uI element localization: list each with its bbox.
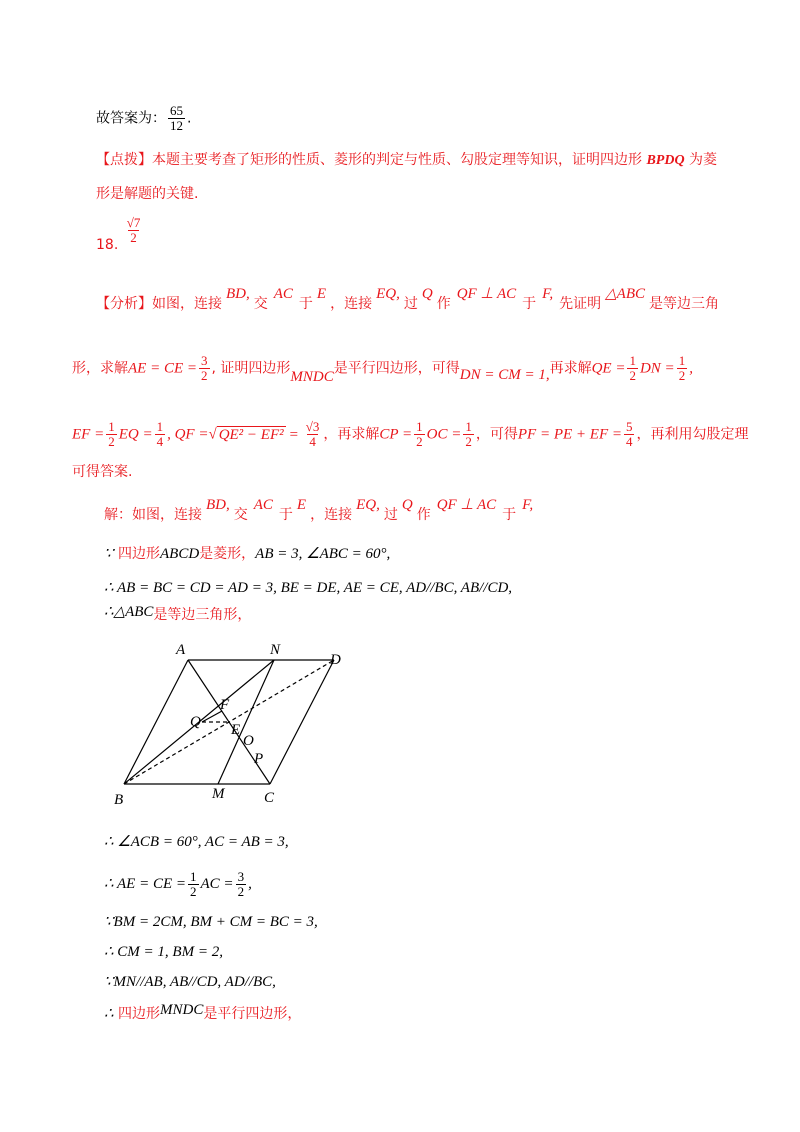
- solution-line-9: ∵MN//AB, AB//CD, AD//BC,: [104, 974, 276, 990]
- solution-line-5: ∴ ∠ACB = 60°, AC = AB = 3,: [104, 834, 289, 850]
- solution-line-6: ∴ AE = CE = $\frac{1}{2}$ AC = $\frac{3}{2}$ ,: [104, 869, 252, 899]
- answer-fraction: $\frac{65}{12}$: [170, 103, 183, 133]
- answer-line: 故答案为： $\frac{65}{12}$ .: [96, 103, 192, 133]
- vertex-label-E: E: [231, 722, 241, 738]
- segment-AB: [124, 660, 188, 784]
- vertex-label-O: O: [243, 733, 254, 749]
- solution-line-10: ∴ 四边形MNDC是平行四边形，: [104, 1002, 302, 1022]
- dianbo-line-1: 【点拨】本题主要考查了矩形的性质、菱形的判定与性质、勾股定理等知识，证明四边形 BPDQ 为菱: [96, 152, 718, 168]
- fenxi-line-3: EF = $\frac{1}{2}$ EQ = $\frac{1}{4}$ , QF =√ QE² − EF² = $\frac{√3}{4}$ ，再求解CP = $\frac{1}{2}$ OC = $\frac{1}{2}$ ，可得PF = PE + EF = $\frac{5}{4}$ ，再利用勾股定理: [72, 419, 749, 449]
- vertex-label-N: N: [270, 642, 281, 658]
- solution-line-7: ∵BM = 2CM, BM + CM = BC = 3,: [104, 914, 318, 930]
- solution-line-3: ∴ AB = BC = CD = AD = 3, BE = DE, AE = CE, AD//BC, AB//CD,: [104, 580, 513, 596]
- vertex-label-M: M: [212, 786, 225, 802]
- vertex-label-P: P: [254, 751, 264, 767]
- vertex-label-F: F: [220, 697, 230, 713]
- solution-line-1: 解：如图，连接BD,交AC于E，连接EQ,过Q作QF ⊥ AC于F,: [104, 497, 534, 523]
- segment-BN: [124, 660, 274, 784]
- segment-BD: [124, 660, 334, 784]
- fenxi-line-2: 形，求解AE = CE = $\frac{3}{2}$ , 证明四边形MNDC是平行四边形，可得DN = CM = 1,再求解QE = $\frac{1}{2}$ DN = $\frac{1}{2}$ ,: [72, 353, 693, 385]
- fenxi-line-1: 【分析】如图，连接BD,交AC于E，连接EQ,过Q作QF ⊥ AC于F,先证明△ABC是等边三角: [96, 286, 720, 312]
- solution-line-2: ∵ 四边形ABCD是菱形，AB = 3, ∠ABC = 60°,: [104, 546, 391, 562]
- vertex-label-Q: Q: [190, 714, 201, 730]
- segment-MN: [218, 660, 274, 784]
- segment-AC: [188, 660, 270, 784]
- fenxi-line-4: 可得答案.: [72, 464, 133, 480]
- segment-QF: [202, 711, 222, 722]
- solution-line-8: ∴ CM = 1, BM = 2,: [104, 944, 223, 960]
- solution-line-4: ∴△ABC是等边三角形，: [104, 604, 252, 623]
- vertex-label-A: A: [176, 642, 186, 658]
- question-18-line: 18. $\frac{√7}{2}$: [96, 215, 141, 253]
- segment-CD: [270, 660, 334, 784]
- vertex-label-B: B: [114, 792, 124, 808]
- vertex-label-C: C: [264, 790, 275, 806]
- dianbo-line-2: 形是解题的关键.: [96, 186, 199, 202]
- question-18-fraction: $\frac{√7}{2}$: [126, 215, 141, 245]
- vertex-label-D: D: [330, 652, 341, 668]
- answer-label: 故答案为：: [96, 110, 166, 127]
